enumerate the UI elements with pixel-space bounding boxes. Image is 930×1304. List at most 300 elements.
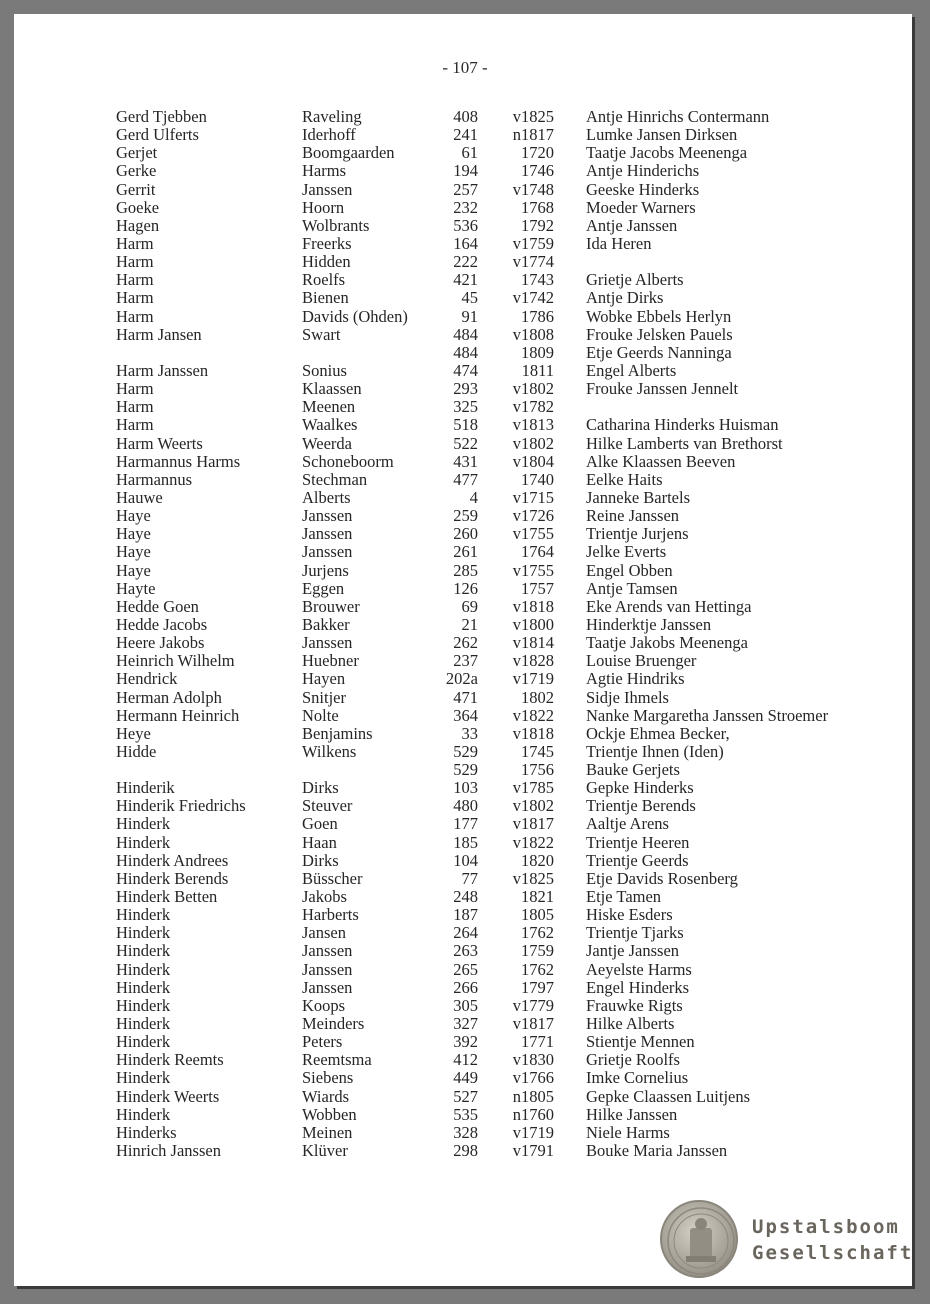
surname: Hayen bbox=[302, 669, 346, 689]
spouse-name: Antje Hinderichs bbox=[586, 161, 700, 181]
first-name: Hidde bbox=[116, 741, 157, 761]
first-name: Haye bbox=[116, 560, 151, 580]
record-number: 126 bbox=[453, 578, 478, 598]
logo-text-line1: Upstalsboom bbox=[752, 1216, 900, 1238]
surname: Schoneboorm bbox=[302, 451, 394, 471]
surname: Jansen bbox=[302, 923, 346, 943]
first-name: Hinderk bbox=[116, 1104, 171, 1124]
marriage-year: 1743 bbox=[521, 270, 554, 290]
spouse-name: Jantje Janssen bbox=[586, 941, 680, 961]
record-number: 471 bbox=[453, 687, 478, 707]
list-item bbox=[0, 362, 930, 380]
first-name: Hinderk bbox=[116, 1068, 171, 1088]
list-item bbox=[0, 1124, 930, 1142]
record-number: 392 bbox=[453, 1032, 478, 1052]
first-name: Gerke bbox=[116, 161, 157, 181]
record-number: 103 bbox=[453, 778, 478, 798]
first-name: Hinrich Janssen bbox=[116, 1141, 221, 1161]
record-number: 529 bbox=[453, 741, 478, 761]
surname: Hidden bbox=[302, 252, 351, 272]
record-number: 257 bbox=[453, 179, 478, 199]
record-number: 298 bbox=[453, 1141, 478, 1161]
list-item bbox=[0, 543, 930, 561]
spouse-name: Taatje Jakobs Meenenga bbox=[586, 633, 748, 653]
first-name: Hinderk bbox=[116, 1032, 171, 1052]
surname: Janssen bbox=[302, 959, 353, 979]
marriage-year: 1805 bbox=[521, 905, 554, 925]
spouse-name: Trientje Jurjens bbox=[586, 524, 689, 544]
spouse-name: Frouke Jelsken Pauels bbox=[586, 324, 733, 344]
record-number: 264 bbox=[453, 923, 478, 943]
seal-emblem-icon bbox=[660, 1200, 738, 1278]
record-number: 232 bbox=[453, 197, 478, 217]
record-number: 237 bbox=[453, 651, 478, 671]
spouse-name: Engel Hinderks bbox=[586, 977, 690, 997]
list-item bbox=[0, 870, 930, 888]
record-number: 449 bbox=[453, 1068, 478, 1088]
record-number: 522 bbox=[453, 433, 478, 453]
spouse-name: Gepke Hinderks bbox=[586, 778, 694, 798]
first-name: Hinderk bbox=[116, 977, 171, 997]
record-number: 328 bbox=[453, 1122, 478, 1142]
first-name: Harm bbox=[116, 415, 154, 435]
record-number: 262 bbox=[453, 633, 478, 653]
list-item bbox=[0, 289, 930, 307]
list-item bbox=[0, 453, 930, 471]
spouse-name: Gepke Claassen Luitjens bbox=[586, 1086, 751, 1106]
surname: Janssen bbox=[302, 524, 353, 544]
marriage-year: v1825 bbox=[512, 868, 554, 888]
first-name: Haye bbox=[116, 524, 151, 544]
marriage-year: v1800 bbox=[512, 614, 554, 634]
first-name: Hinderik bbox=[116, 778, 175, 798]
list-item bbox=[0, 1088, 930, 1106]
first-name: Hinderk bbox=[116, 1014, 171, 1034]
marriage-year: n1817 bbox=[512, 125, 554, 145]
spouse-name: Frauwke Rigts bbox=[586, 995, 683, 1015]
surname: Stechman bbox=[302, 469, 368, 489]
first-name: Harmannus Harms bbox=[116, 451, 241, 471]
spouse-name: Antje Dirks bbox=[586, 288, 664, 308]
marriage-year: v1818 bbox=[512, 596, 554, 616]
surname: Weerda bbox=[302, 433, 352, 453]
marriage-year: 1797 bbox=[521, 977, 554, 997]
marriage-year: 1745 bbox=[521, 741, 554, 761]
spouse-name: Hilke Lamberts van Brethorst bbox=[586, 433, 783, 453]
marriage-year: v1808 bbox=[512, 324, 554, 344]
surname: Janssen bbox=[302, 941, 353, 961]
record-number: 259 bbox=[453, 506, 478, 526]
list-item bbox=[0, 1069, 930, 1087]
list-item bbox=[0, 507, 930, 525]
record-number: 266 bbox=[453, 977, 478, 997]
spouse-name: Taatje Jacobs Meenenga bbox=[586, 143, 748, 163]
marriage-year: v1719 bbox=[512, 1122, 554, 1142]
spouse-name: Moeder Warners bbox=[586, 197, 696, 217]
spouse-name: Grietje Roolfs bbox=[586, 1050, 680, 1070]
marriage-year: 1720 bbox=[521, 143, 554, 163]
list-item bbox=[0, 435, 930, 453]
spouse-name: Antje Hinrichs Contermann bbox=[586, 107, 770, 126]
list-item bbox=[0, 380, 930, 398]
surname: Peters bbox=[302, 1032, 343, 1052]
record-number: 261 bbox=[453, 542, 478, 562]
spouse-name: Jelke Everts bbox=[586, 542, 667, 562]
genealogy-list bbox=[0, 108, 930, 1160]
first-name: Heinrich Wilhelm bbox=[116, 651, 235, 671]
list-item bbox=[0, 634, 930, 652]
list-item bbox=[0, 670, 930, 688]
list-item bbox=[0, 961, 930, 979]
first-name: Hagen bbox=[116, 215, 160, 235]
first-name: Harm Weerts bbox=[116, 433, 203, 453]
list-item bbox=[0, 797, 930, 815]
surname: Eggen bbox=[302, 578, 345, 598]
marriage-year: 1759 bbox=[521, 941, 554, 961]
surname: Huebner bbox=[302, 651, 359, 671]
list-item bbox=[0, 1142, 930, 1160]
list-item bbox=[0, 1051, 930, 1069]
marriage-year: v1726 bbox=[512, 506, 554, 526]
marriage-year: v1755 bbox=[512, 524, 554, 544]
list-item bbox=[0, 199, 930, 217]
marriage-year: 1746 bbox=[521, 161, 554, 181]
spouse-name: Bauke Gerjets bbox=[586, 760, 680, 780]
spouse-name: Aeyelste Harms bbox=[586, 959, 692, 979]
marriage-year: v1804 bbox=[512, 451, 554, 471]
record-number: 431 bbox=[453, 451, 478, 471]
list-item bbox=[0, 398, 930, 416]
marriage-year: v1817 bbox=[512, 814, 554, 834]
record-number: 194 bbox=[453, 161, 478, 181]
spouse-name: Louise Bruenger bbox=[586, 651, 697, 671]
marriage-year: v1719 bbox=[512, 669, 554, 689]
record-number: 477 bbox=[453, 469, 478, 489]
marriage-year: 1792 bbox=[521, 215, 554, 235]
marriage-year: v1818 bbox=[512, 723, 554, 743]
marriage-year: 1756 bbox=[521, 760, 554, 780]
first-name: Harm bbox=[116, 288, 154, 308]
record-number: 484 bbox=[453, 342, 478, 362]
marriage-year: 1802 bbox=[521, 687, 554, 707]
spouse-name: Engel Alberts bbox=[586, 360, 677, 380]
first-name: Harm bbox=[116, 306, 154, 326]
first-name: Hauwe bbox=[116, 487, 163, 507]
first-name: Haye bbox=[116, 542, 151, 562]
surname: Janssen bbox=[302, 977, 353, 997]
surname: Dirks bbox=[302, 778, 339, 798]
upstalsboom-logo bbox=[660, 1200, 914, 1280]
list-item bbox=[0, 416, 930, 434]
record-number: 104 bbox=[453, 850, 478, 870]
spouse-name: Reine Janssen bbox=[586, 506, 680, 526]
list-item bbox=[0, 162, 930, 180]
surname: Sonius bbox=[302, 360, 347, 380]
list-item bbox=[0, 616, 930, 634]
record-number: 185 bbox=[453, 832, 478, 852]
marriage-year: v1755 bbox=[512, 560, 554, 580]
record-number: 241 bbox=[453, 125, 478, 145]
list-item bbox=[0, 979, 930, 997]
surname: Bakker bbox=[302, 614, 350, 634]
surname: Janssen bbox=[302, 179, 353, 199]
record-number: 187 bbox=[453, 905, 478, 925]
record-number: 4 bbox=[469, 487, 478, 507]
first-name: Gerd Ulferts bbox=[116, 125, 199, 145]
list-item bbox=[0, 580, 930, 598]
record-number: 61 bbox=[461, 143, 478, 163]
marriage-year: v1785 bbox=[512, 778, 554, 798]
record-number: 408 bbox=[453, 107, 478, 126]
first-name: Heere Jakobs bbox=[116, 633, 205, 653]
logo-text-line2: Gesellschaft bbox=[752, 1242, 914, 1264]
first-name: Hinderk Betten bbox=[116, 887, 218, 907]
spouse-name: Imke Cornelius bbox=[586, 1068, 689, 1088]
spouse-name: Hinderktje Janssen bbox=[586, 614, 712, 634]
first-name: Heye bbox=[116, 723, 151, 743]
marriage-year: n1760 bbox=[512, 1104, 554, 1124]
spouse-name: Hilke Janssen bbox=[586, 1104, 678, 1124]
spouse-name: Nanke Margaretha Janssen Stroemer bbox=[586, 705, 829, 725]
record-number: 474 bbox=[453, 360, 478, 380]
surname: Bienen bbox=[302, 288, 349, 308]
list-item bbox=[0, 652, 930, 670]
marriage-year: v1828 bbox=[512, 651, 554, 671]
surname: Klaassen bbox=[302, 379, 362, 399]
surname: Jurjens bbox=[302, 560, 349, 580]
marriage-year: v1782 bbox=[512, 397, 554, 417]
record-number: 527 bbox=[453, 1086, 478, 1106]
record-number: 325 bbox=[453, 397, 478, 417]
marriage-year: v1825 bbox=[512, 107, 554, 126]
surname: Snitjer bbox=[302, 687, 346, 707]
marriage-year: v1802 bbox=[512, 433, 554, 453]
list-item bbox=[0, 707, 930, 725]
first-name: Hinderk bbox=[116, 923, 171, 943]
record-number: 536 bbox=[453, 215, 478, 235]
list-item bbox=[0, 743, 930, 761]
spouse-name: Ida Heren bbox=[586, 233, 652, 253]
first-name: Hinderk bbox=[116, 905, 171, 925]
record-number: 21 bbox=[461, 614, 478, 634]
surname: Dirks bbox=[302, 850, 339, 870]
first-name: Gerrit bbox=[116, 179, 156, 199]
list-item bbox=[0, 942, 930, 960]
surname: Siebens bbox=[302, 1068, 354, 1088]
first-name: Harm bbox=[116, 379, 154, 399]
surname: Koops bbox=[302, 995, 346, 1015]
marriage-year: v1779 bbox=[512, 995, 554, 1015]
record-number: 45 bbox=[461, 288, 478, 308]
first-name: Hayte bbox=[116, 578, 156, 598]
surname: Swart bbox=[302, 324, 341, 344]
list-item bbox=[0, 689, 930, 707]
spouse-name: Trientje Berends bbox=[586, 796, 696, 816]
surname: Boomgaarden bbox=[302, 143, 395, 163]
surname: Büsscher bbox=[302, 868, 363, 888]
record-number: 265 bbox=[453, 959, 478, 979]
record-number: 421 bbox=[453, 270, 478, 290]
surname: Meenen bbox=[302, 397, 356, 417]
spouse-name: Hiske Esders bbox=[586, 905, 673, 925]
marriage-year: v1742 bbox=[512, 288, 554, 308]
marriage-year: v1774 bbox=[512, 252, 554, 272]
list-item bbox=[0, 326, 930, 344]
surname: Steuver bbox=[302, 796, 353, 816]
marriage-year: 1768 bbox=[521, 197, 554, 217]
list-item bbox=[0, 997, 930, 1015]
surname: Roelfs bbox=[302, 270, 346, 290]
marriage-year: 1809 bbox=[521, 342, 554, 362]
list-item bbox=[0, 271, 930, 289]
surname: Wolbrants bbox=[302, 215, 370, 235]
record-number: 33 bbox=[461, 723, 478, 743]
first-name: Harm bbox=[116, 233, 154, 253]
first-name: Harm Jansen bbox=[116, 324, 202, 344]
spouse-name: Geeske Hinderks bbox=[586, 179, 700, 199]
surname: Reemtsma bbox=[302, 1050, 372, 1070]
surname: Raveling bbox=[302, 107, 362, 126]
spouse-name: Niele Harms bbox=[586, 1122, 670, 1142]
spouse-name: Trientje Heeren bbox=[586, 832, 690, 852]
first-name: Hedde Goen bbox=[116, 596, 199, 616]
record-number: 285 bbox=[453, 560, 478, 580]
spouse-name: Trientje Ihnen (Iden) bbox=[586, 741, 724, 761]
surname: Brouwer bbox=[302, 596, 360, 616]
spouse-name: Alke Klaassen Beeven bbox=[586, 451, 736, 471]
record-number: 77 bbox=[461, 868, 478, 888]
record-number: 535 bbox=[453, 1104, 478, 1124]
list-item bbox=[0, 108, 930, 126]
spouse-name: Bouke Maria Janssen bbox=[586, 1141, 728, 1161]
marriage-year: 1786 bbox=[521, 306, 554, 326]
record-number: 480 bbox=[453, 796, 478, 816]
marriage-year: v1802 bbox=[512, 379, 554, 399]
first-name: Hinderk Andrees bbox=[116, 850, 229, 870]
record-number: 293 bbox=[453, 379, 478, 399]
surname: Nolte bbox=[302, 705, 339, 725]
list-item bbox=[0, 1033, 930, 1051]
record-number: 412 bbox=[453, 1050, 478, 1070]
first-name: Hedde Jacobs bbox=[116, 614, 208, 634]
first-name: Harm bbox=[116, 397, 154, 417]
first-name: Hermann Heinrich bbox=[116, 705, 240, 725]
list-item bbox=[0, 471, 930, 489]
list-item bbox=[0, 852, 930, 870]
spouse-name: Ockje Ehmea Becker, bbox=[586, 723, 730, 743]
page-number: - 107 - bbox=[442, 58, 488, 77]
marriage-year: v1766 bbox=[512, 1068, 554, 1088]
surname: Hoorn bbox=[302, 197, 345, 217]
list-item bbox=[0, 779, 930, 797]
list-item bbox=[0, 888, 930, 906]
spouse-name: Eke Arends van Hettinga bbox=[586, 596, 752, 616]
spouse-name: Frouke Janssen Jennelt bbox=[586, 379, 739, 399]
first-name: Hinderk bbox=[116, 959, 171, 979]
spouse-name: Aaltje Arens bbox=[586, 814, 669, 834]
list-item bbox=[0, 1106, 930, 1124]
first-name: Hinderk bbox=[116, 814, 171, 834]
spouse-name: Etje Tamen bbox=[586, 887, 662, 907]
spouse-name: Agtie Hindriks bbox=[586, 669, 685, 689]
surname: Freerks bbox=[302, 233, 352, 253]
list-item bbox=[0, 906, 930, 924]
record-number: 260 bbox=[453, 524, 478, 544]
record-number: 484 bbox=[453, 324, 478, 344]
first-name: Hinderik Friedrichs bbox=[116, 796, 246, 816]
list-item bbox=[0, 1015, 930, 1033]
list-item bbox=[0, 489, 930, 507]
surname: Iderhoff bbox=[302, 125, 356, 145]
marriage-year: v1814 bbox=[512, 633, 554, 653]
marriage-year: 1740 bbox=[521, 469, 554, 489]
spouse-name: Engel Obben bbox=[586, 560, 673, 580]
first-name: Harm bbox=[116, 270, 154, 290]
list-item bbox=[0, 815, 930, 833]
spouse-name: Hilke Alberts bbox=[586, 1014, 675, 1034]
list-item bbox=[0, 834, 930, 852]
list-item bbox=[0, 181, 930, 199]
list-item bbox=[0, 126, 930, 144]
spouse-name: Trientje Tjarks bbox=[586, 923, 684, 943]
first-name: Gerd Tjebben bbox=[116, 107, 207, 126]
list-item bbox=[0, 253, 930, 271]
marriage-year: n1805 bbox=[512, 1086, 554, 1106]
first-name: Goeke bbox=[116, 197, 160, 217]
first-name: Hinderk bbox=[116, 995, 171, 1015]
record-number: 202a bbox=[445, 669, 478, 689]
list-item bbox=[0, 217, 930, 235]
list-item bbox=[0, 344, 930, 362]
marriage-year: v1813 bbox=[512, 415, 554, 435]
surname: Alberts bbox=[302, 487, 351, 507]
surname: Haan bbox=[302, 832, 337, 852]
record-number: 164 bbox=[453, 233, 478, 253]
list-item bbox=[0, 308, 930, 326]
first-name: Gerjet bbox=[116, 143, 158, 163]
surname: Wiards bbox=[302, 1086, 349, 1106]
spouse-name: Stientje Mennen bbox=[586, 1032, 695, 1052]
list-item bbox=[0, 525, 930, 543]
surname: Jakobs bbox=[302, 887, 347, 907]
surname: Waalkes bbox=[302, 415, 358, 435]
marriage-year: v1817 bbox=[512, 1014, 554, 1034]
record-number: 364 bbox=[453, 705, 478, 725]
surname: Wilkens bbox=[302, 741, 357, 761]
spouse-name: Lumke Jansen Dirksen bbox=[586, 125, 738, 145]
first-name: Hinderks bbox=[116, 1122, 177, 1142]
record-number: 529 bbox=[453, 760, 478, 780]
marriage-year: v1822 bbox=[512, 832, 554, 852]
surname: Benjamins bbox=[302, 723, 373, 743]
list-item bbox=[0, 924, 930, 942]
first-name: Hendrick bbox=[116, 669, 178, 689]
first-name: Harm bbox=[116, 252, 154, 272]
spouse-name: Antje Janssen bbox=[586, 215, 678, 235]
first-name: Hinderk Reemts bbox=[116, 1050, 224, 1070]
record-number: 263 bbox=[453, 941, 478, 961]
list-item bbox=[0, 562, 930, 580]
marriage-year: v1791 bbox=[512, 1141, 554, 1161]
marriage-year: 1821 bbox=[521, 887, 554, 907]
marriage-year: 1762 bbox=[521, 959, 554, 979]
spouse-name: Etje Davids Rosenberg bbox=[586, 868, 738, 888]
marriage-year: 1764 bbox=[521, 542, 554, 562]
list-item bbox=[0, 761, 930, 779]
surname: Goen bbox=[302, 814, 338, 834]
marriage-year: 1757 bbox=[521, 578, 554, 598]
list-item bbox=[0, 725, 930, 743]
